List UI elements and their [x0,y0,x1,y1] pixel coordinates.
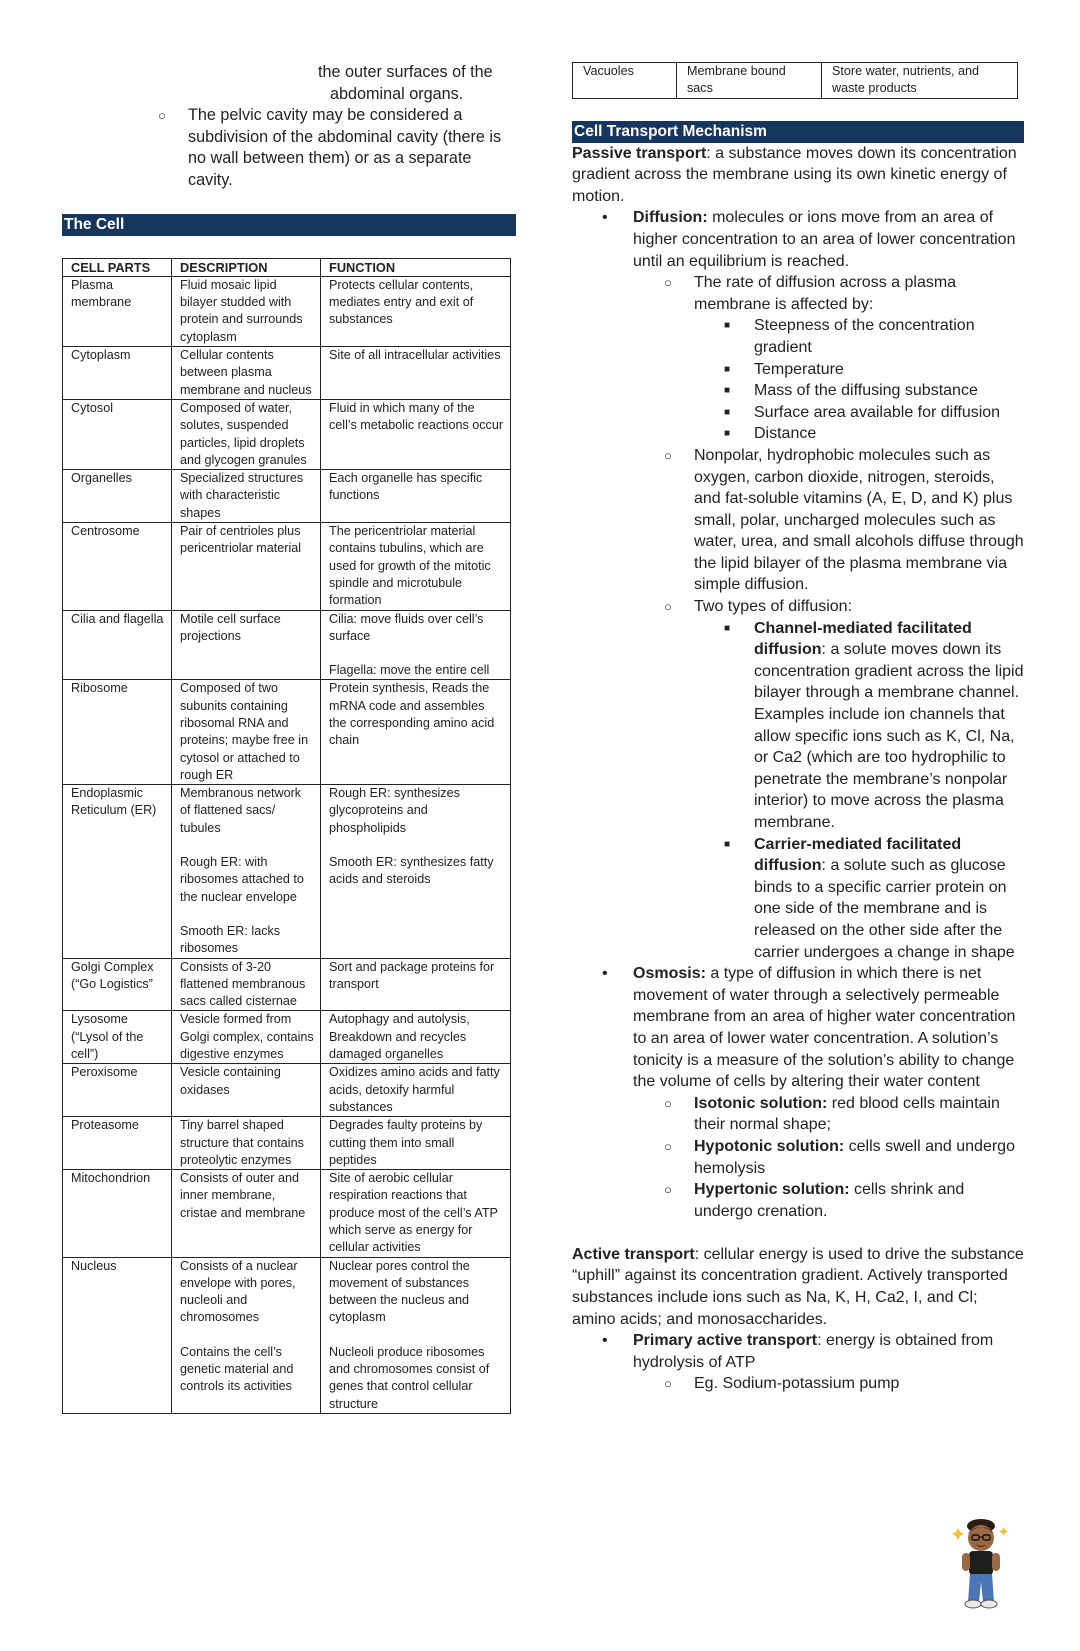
square-bullet-icon: ■ [724,320,731,332]
table-row [63,1064,511,1117]
hollow-bullet-icon: ○ [664,1376,672,1392]
table-row [63,1011,511,1064]
rate-factor-text: Mass of the diffusing substance [754,382,978,400]
table-row [573,63,1018,99]
rate-factor-item [724,359,1024,381]
hollow-bullet-icon: ○ [664,599,672,615]
hollow-bullet-icon: ○ [664,1095,672,1111]
square-bullet-icon: ■ [724,363,731,375]
function-paragraph: Autophagy and autolysis, Breakdown and recycles damaged organelles [329,1012,470,1062]
hypotonic-label: Hypotonic solution: [694,1137,845,1155]
table-row [63,1257,511,1413]
primary-active-item [602,1330,1024,1373]
cell-function [321,785,511,958]
rate-factor-item [724,423,1024,445]
two-types-item [664,596,1024,618]
function-paragraph: Smooth ER: synthesizes fatty acids and steroids [329,855,494,887]
rate-factor-text: Steepness of the concentration gradient [754,317,975,356]
active-text: : cellular energy is used to drive the substance “uphill” against its concentration gradient. Actively transported substances include ions such as Na, K, H, Ca2, I, and Cl; amino acids; and monosaccharides. [572,1245,1024,1328]
table-row [63,1117,511,1170]
carrier-text: : a solute such as glucose binds to a specific carrier protein on one side of the membrane and is released on the other side after the carrier undergoes a change in shape [754,857,1015,961]
description-paragraph: Composed of two subunits containing ribosomal RNA and proteins; maybe free in cytosol or attached to rough ER [180,681,309,782]
intro-continuation [62,62,514,192]
cell-part-name: Cytosol [63,399,172,469]
intro-line-2: abdominal organs. [330,84,464,103]
cell-description [172,276,321,346]
cell-rows [63,276,511,1413]
vacuole-table [572,62,1018,99]
cell-description [172,1117,321,1170]
description-paragraph: Tiny barrel shaped structure that contains proteolytic enzymes [180,1118,304,1167]
hollow-bullet-icon: ○ [664,1182,672,1198]
cell-part-name: Lysosome (“Lysol of the cell”) [63,1011,172,1064]
hypertonic-text: cells shrink and undergo crenation. [694,1181,965,1220]
transport-section-heading: Cell Transport Mechanism [572,121,1024,143]
osmosis-text: a type of diffusion in which there is net movement of water through a selectively permeable membrane from an area of higher water concentration to an area of lower water concentration. A solution’s tonicity is a measure of the solution’s ability to change the volume of cells by altering their water content [633,965,1016,1091]
primary-text: : energy is obtained from hydrolysis of ATP [633,1332,994,1371]
description-paragraph: Consists of outer and inner membrane, cristae and membrane [180,1171,306,1220]
cell-description [172,785,321,958]
square-bullet-icon: ■ [724,622,731,634]
function-paragraph: Nuclear pores control the movement of substances between the nucleus and cytoplasm [329,1258,470,1325]
function-paragraph: Fluid in which many of the cell’s metabolic reactions occur [329,400,504,433]
cell-description [172,470,321,523]
cell-function [321,610,511,680]
function-paragraph: Site of all intracellular activities [329,348,501,363]
rate-factor-text: Temperature [754,360,844,378]
square-bullet-icon: ■ [724,406,731,418]
description-paragraph: Fluid mosaic lipid bilayer studded with protein and surrounds cytoplasm [180,277,303,344]
primary-label: Primary active transport [633,1332,818,1350]
example-text: Eg. Sodium-potassium pump [694,1375,900,1393]
two-types-text: Two types of diffusion: [694,598,853,616]
cell-description [172,1257,321,1413]
carrier-mediated-item [724,834,1024,964]
cell-part-name: Endoplasmic Reticulum (ER) [63,785,172,958]
cell-function [321,470,511,523]
rate-factor-text: Distance [754,425,817,443]
cell-part-name: Golgi Complex (“Go Logistics” [63,958,172,1011]
cell-parts-table [62,258,511,1414]
cell-function [321,680,511,785]
table-row [63,785,511,958]
cell-description [172,1064,321,1117]
function-paragraph: Nucleoli produce ribosomes and chromosomes consist of genes that control cellular structure [329,1344,490,1411]
table-row [63,610,511,680]
cell-description [172,1011,321,1064]
header-function: FUNCTION [321,258,511,276]
diffusion-item [602,207,1024,272]
right-column [572,62,1024,1395]
cell-part-name: Proteasome [63,1117,172,1170]
passive-text: : a substance moves down its concentration gradient across the membrane using its own kinetic energy of motion. [572,144,1017,205]
rate-item [664,272,1024,315]
cell-description [172,1170,321,1257]
hollow-bullet-icon: ○ [664,275,672,291]
channel-mediated-item [724,618,1024,834]
cell-description [172,680,321,785]
cell-part-name: Organelles [63,470,172,523]
cell-function [321,1257,511,1413]
intro-line-1: the outer surfaces of the [318,63,493,81]
description-paragraph: Consists of 3-20 flattened membranous sacs called cisternae [180,959,306,1009]
rate-factor-text: Surface area available for diffusion [754,403,1001,421]
carrier-label: Carrier-mediated facilitated diffusion [754,835,962,875]
table-row [63,276,511,346]
hypertonic-item [664,1179,1024,1222]
cell-function [321,276,511,346]
cell-section-heading: The Cell [62,214,516,236]
mascot-illustration [950,1518,1012,1610]
cell-function [321,1170,511,1257]
cell-part-name: Plasma membrane [63,276,172,346]
cell-description [172,523,321,610]
cell-part-name: Nucleus [63,1257,172,1413]
hypotonic-text: cells swell and undergo hemolysis [694,1137,1015,1177]
function-paragraph: Protects cellular contents, mediates entry and exit of substances [329,277,474,327]
header-cell-parts: CELL PARTS [63,258,172,276]
osmosis-label: Osmosis: [633,965,706,983]
description-paragraph: Pair of centrioles plus pericentriolar material [180,524,302,556]
rate-intro: The rate of diffusion across a plasma membrane is affected by: [694,274,957,313]
hollow-bullet-icon: ○ [158,108,166,124]
passive-transport-paragraph [572,143,1024,208]
cell-function [321,523,511,610]
isotonic-item [664,1093,1024,1136]
cell-part-name: Centrosome [63,523,172,610]
cell-part-name: Cytoplasm [63,347,172,400]
table-row [63,680,511,785]
description-paragraph: Vesicle formed from Golgi complex, contains digestive enzymes [180,1012,314,1062]
rate-factor-item [724,315,1024,358]
pelvic-cavity-bullet [158,105,514,191]
rate-factor-item [724,402,1024,424]
function-paragraph: Oxidizes amino acids and fatty acids, detoxify harmful substances [329,1065,500,1114]
function-paragraph: Each organelle has specific functions [329,471,483,503]
cell-description [172,610,321,680]
cell-function [321,399,511,469]
cell-function [321,347,511,400]
isotonic-label: Isotonic solution: [694,1094,828,1112]
vacuole-part: Vacuoles [573,63,677,99]
hollow-bullet-icon: ○ [664,447,672,463]
hollow-bullet-icon: ○ [664,1138,672,1154]
left-column [62,62,514,1414]
description-paragraph: Cellular contents between plasma membrane and nucleus [180,348,312,397]
function-paragraph: Protein synthesis, Reads the mRNA code and assembles the corresponding amino acid chain [329,681,495,748]
description-paragraph: Membranous network of flattened sacs/ tubules [180,786,302,835]
cell-description [172,958,321,1011]
passive-label: Passive transport [572,144,707,162]
function-paragraph: Sort and package proteins for transport [329,959,495,991]
cell-function [321,1011,511,1064]
function-paragraph: Degrades faulty proteins by cutting them into small peptides [329,1118,483,1167]
transport-body [572,143,1024,1395]
vacuole-description: Membrane bound sacs [677,63,822,99]
description-paragraph: Consists of a nuclear envelope with pores, nucleoli and chromosomes [180,1258,298,1325]
hypotonic-item [664,1136,1024,1179]
table-row [63,347,511,400]
cell-description [172,347,321,400]
active-transport-paragraph [572,1244,1024,1330]
rate-factor-list [572,315,1024,445]
table-row [63,523,511,610]
description-paragraph: Composed of water, solutes, suspended particles, lipid droplets and glycogen granules [180,400,307,467]
description-paragraph: Vesicle containing oxidases [180,1065,281,1097]
cell-part-name: Ribosome [63,680,172,785]
table-row [63,958,511,1011]
rate-factor-item [724,380,1024,402]
description-paragraph: Smooth ER: lacks ribosomes [180,923,281,956]
bullet-icon: • [602,209,608,227]
square-bullet-icon: ■ [724,385,731,397]
bullet-icon: • [602,965,608,983]
osmosis-item [602,963,1024,1093]
table-row [63,1170,511,1257]
hypertonic-label: Hypertonic solution: [694,1181,850,1199]
function-paragraph: Cilia: move fluids over cell’s surface [329,611,484,643]
diffusion-text: molecules or ions move from an area of higher concentration to an area of lower concentration until an equilibrium is reached. [633,209,1016,270]
square-bullet-icon: ■ [724,838,731,850]
active-label: Active transport [572,1245,695,1263]
function-paragraph: The pericentriolar material contains tubulins, which are used for growth of the mitotic spindle and microtubule formation [329,524,491,608]
channel-label: Channel-mediated facilitated diffusion [754,619,972,659]
table-row [63,399,511,469]
nonpolar-text: Nonpolar, hydrophobic molecules such as oxygen, carbon dioxide, nitrogen, steroids, and fat-soluble vitamins (A, E, D, and K) plus small, polar, uncharged molecules such as water, urea, and small alcohols diffuse through the lipid bilayer of the plasma membrane via simple diffusion. [694,446,1024,594]
square-bullet-icon: ■ [724,428,731,440]
cell-function [321,1117,511,1170]
function-paragraph: Flagella: move the entire cell [329,663,490,678]
cell-function [321,1064,511,1117]
isotonic-text: red blood cells maintain their normal shape; [694,1094,1000,1134]
description-paragraph: Contains the cell’s genetic material and controls its activities [180,1344,294,1394]
function-paragraph: Rough ER: synthesizes glycoproteins and phospholipids [329,786,460,835]
table-row [63,470,511,523]
channel-text: : a solute moves down its concentration gradient across the lipid bilayer through a membrane channel. Examples include ion channels that allow specific ions such as K, Cl, Na, or Ca2 (which are too hydrophilic to penetrate the membrane’s nonpolar interior) to move across the plasma membrane. [754,641,1024,831]
example-item [664,1373,1024,1395]
vacuole-function: Store water, nutrients, and waste products [822,63,1018,99]
cell-function [321,958,511,1011]
cell-part-name: Cilia and flagella [63,610,172,680]
cell-part-name: Mitochondrion [63,1170,172,1257]
pelvic-cavity-text: The pelvic cavity may be considered a subdivision of the abdominal cavity (there is no wall between them) or as a separate cavity. [188,106,502,189]
bullet-icon: • [602,1332,608,1350]
diffusion-label: Diffusion: [633,209,708,227]
cell-part-name: Peroxisome [63,1064,172,1117]
cell-description [172,399,321,469]
description-paragraph: Rough ER: with ribosomes attached to the nuclear envelope [180,855,304,904]
function-paragraph: Site of aerobic cellular respiration reactions that produce most of the cell’s ATP which serve as energy for cellular activities [329,1171,498,1255]
description-paragraph: Specialized structures with characteristic shapes [180,471,304,520]
header-description: DESCRIPTION [172,258,321,276]
table-header-row [63,258,511,276]
description-paragraph: Motile cell surface projections [180,611,281,643]
nonpolar-item [664,445,1024,596]
